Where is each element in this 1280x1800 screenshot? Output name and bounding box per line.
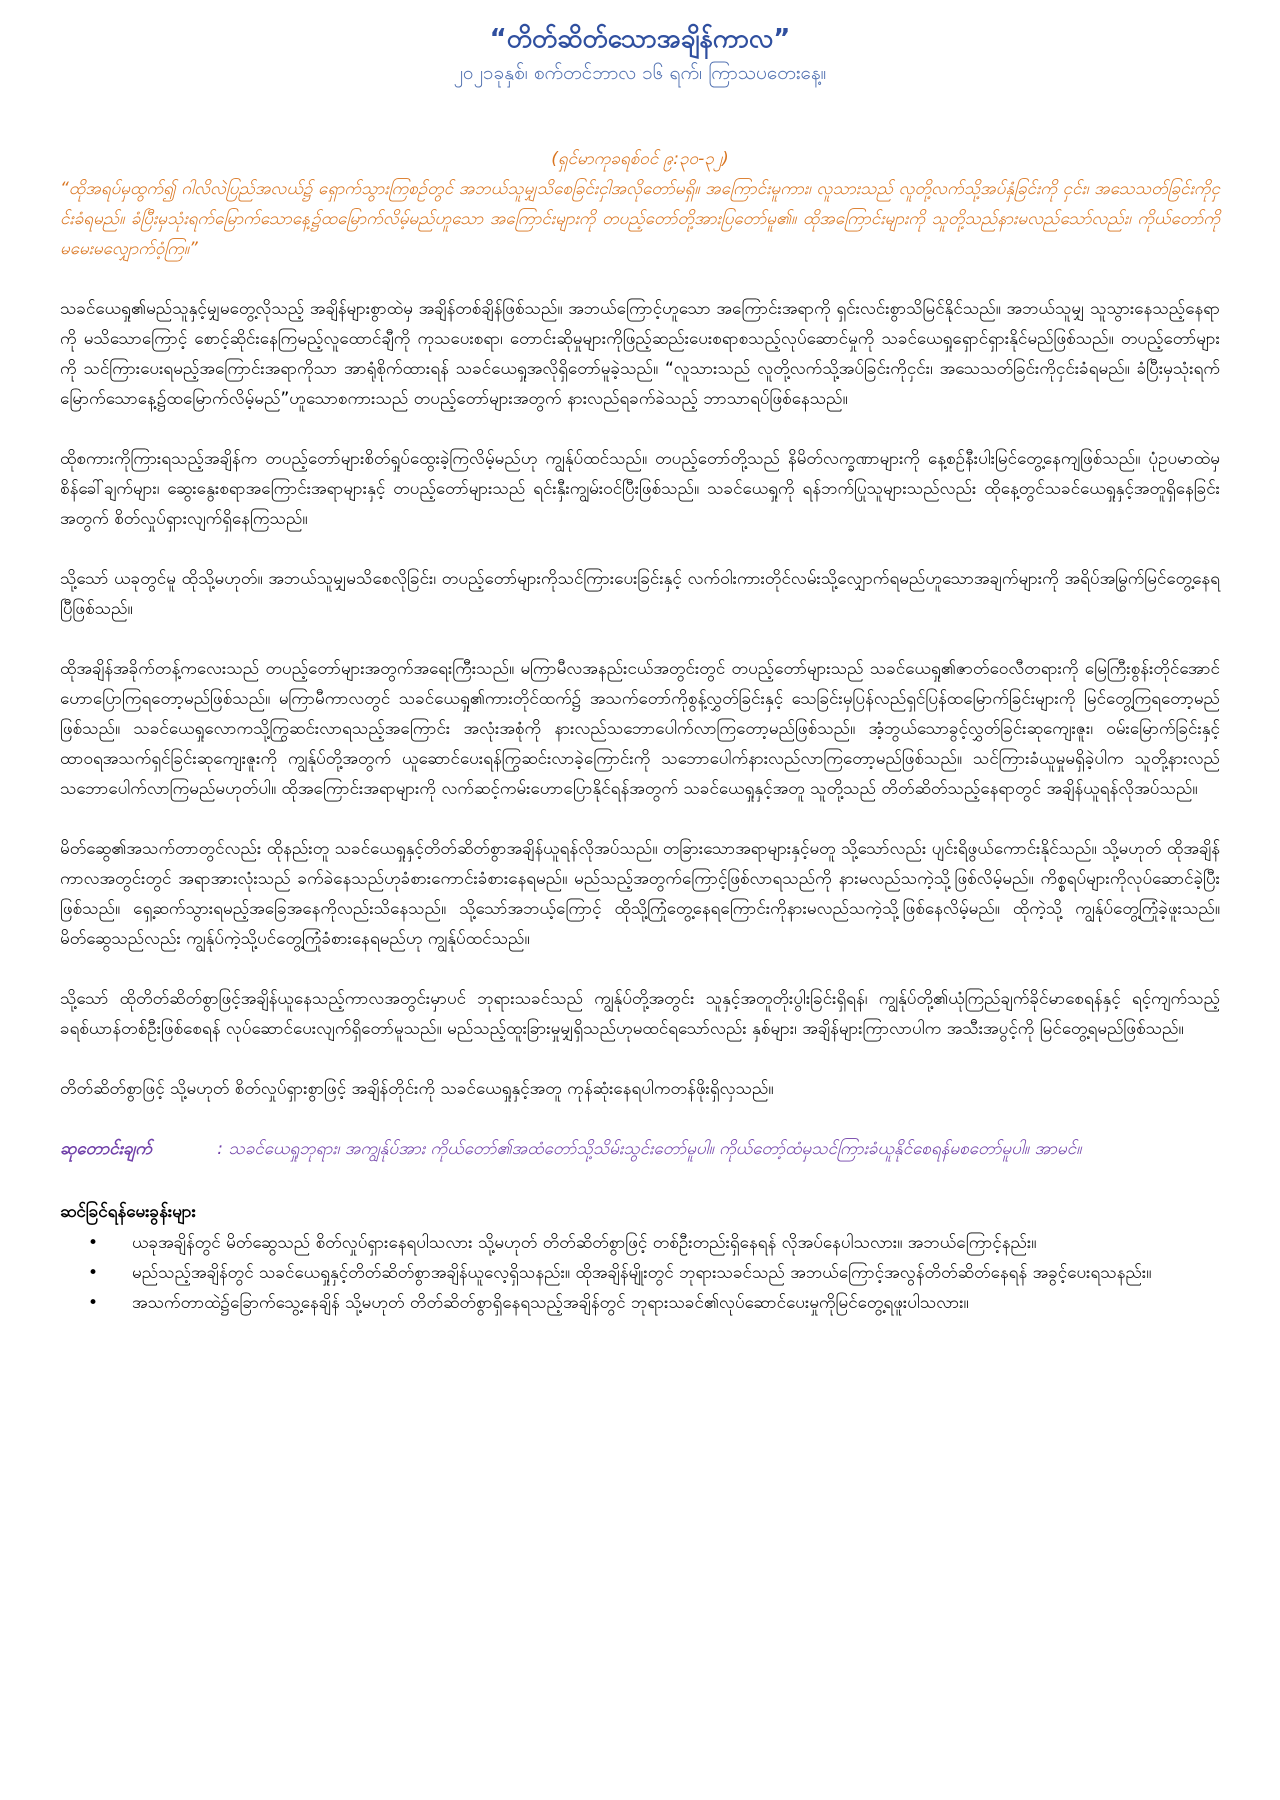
list-item: [88, 1258, 1220, 1288]
body-paragraph-5: မိတ်ဆွေ၏အသက်တာတွင်လည်း ထိုနည်းတူ သခင်ယေရှုနှင့်တိတ်ဆိတ်စွာအချိန်ယူရန်လိုအပ်သည်။ တခြားသောအရာများနှင့်မတူ သို့သော်လည်း ပျင်းရိဖွယ်ကောင်းနိုင်သည်။ သို့မဟုတ် ထိုအချိန်ကာလအတွင်းတွင် အရာအားလုံးသည် ခက်ခဲနေသည်ဟုခံစားကောင်းခံစားနေရမည်။ မည်သည့်အတွက်ကြောင့်ဖြစ်လာရသည်ကို နားမလည်သကဲ့သို့ဖြစ်လိမ့်မည်။ ကိစ္စရပ်များကိုလုပ်ဆောင်ခဲ့ပြီးဖြစ်သည်။ ရှေ့ဆက်သွားရမည့်အခြေအနေကိုလည်းသိနေသည်။ သို့သော်အဘယ့်ကြောင့် ထိုသို့ကြုံတွေ့နေရကြောင်းကိုနားမလည်သကဲ့သို့ဖြစ်နေလိမ့်မည်။ ထိုကဲ့သို့ ကျွန်ုပ်တွေ့ကြုံခဲ့ဖူးသည်။ မိတ်ဆွေသည်လည်း ကျွန်ုပ်ကဲ့သို့ပင်တွေ့ကြုံခံစားနေရမည်ဟု ကျွန်ုပ်ထင်သည်။: [60, 839, 1220, 949]
page-title: “တိတ်ဆိတ်သောအချိန်ကာလ”: [489, 24, 791, 54]
prayer-block: [60, 1134, 1220, 1164]
scripture-verse: “ထိုအရပ်မှထွက်၍ ဂါလိလဲပြည်အလယ်၌ ရှောက်သွားကြစဉ်တွင် အဘယ်သူမျှသိစေခြင်းငှါအလိုတော်မရှိ။ အကြောင်းမူကား၊ လူသားသည် လူတို့လက်သို့အပ်နှံခြင်းကို ငှင်း၊ အသေသတ်ခြင်းကိုငှင်းခံရမည်။ ခံပြီးမှသုံးရက်မြောက်သောနေ့၌ထမြောက်လိမ့်မည်ဟူသော အကြောင်းများကို တပည့်တော်တို့အားပြတော်မူ၏။ ထိုအကြောင်းများကို သူတို့သည်နားမလည်သော်လည်း၊ ကိုယ်တော်ကိုမမေးမလျှောက်ဝံ့ကြ။”: [60, 179, 1220, 259]
body-paragraph-2: ထိုစကားကိုကြားရသည့်အချိန်က တပည့်တော်များစိတ်ရှုပ်ထွေးခဲ့ကြလိမ့်မည်ဟု ကျွန်ုပ်ထင်သည်။ တပည့်တော်တို့သည် နိမိတ်လက္ခဏာများကို နေ့စဉ်နီးပါးမြင်တွေ့နေကျဖြစ်သည်။ ပုံဥပမာထဲမှ စိန်ခေါ်ချက်များ၊ ဆွေးနွေးစရာအကြောင်းအရာများနှင့် တပည့်တော်များသည် ရင်းနှီးကျွမ်းဝင်ပြီးဖြစ်သည်။ သခင်ယေရှုကို ရန်ဘက်ပြုသူများသည်လည်း ထိုနေ့တွင်သခင်ယေရှုနှင့်အတူရှိနေခြင်းအတွက် စိတ်လှုပ်ရှားလျက်ရှိနေကြသည်။: [60, 449, 1220, 529]
body-paragraph-1: သခင်ယေရှု၏မည်သူနှင့်မျှမတွေ့လိုသည့် အချိန်များစွာထဲမှ အချိန်တစ်ချိန်ဖြစ်သည်။ အဘယ်ကြောင့်ဟူသော အကြောင်းအရာကို ရှင်းလင်းစွာသိမြင်နိုင်သည်။ အဘယ်သူမျှ သူသွားနေသည့်နေရာကို မသိသောကြောင့် စောင့်ဆိုင်းနေကြမည့်လူထောင်ချီကို ကုသပေးစရာ၊ တောင်းဆိုမှုများကိုဖြည့်ဆည်းပေးစရာစသည့်လုပ်ဆောင်မှုကို သခင်ယေရှုရှောင်ရှားနိုင်မည်ဖြစ်သည်။ တပည့်တော်များကို သင်ကြားပေးရမည့်အကြောင်းအရာကိုသာ အာရုံစိုက်ထားရန် သခင်ယေရှုအလိုရှိတော်မူခဲ့သည်။ “လူသားသည် လူတို့လက်သို့အပ်ခြင်းကိုငှင်း၊ အသေသတ်ခြင်းကိုငှင်းခံရမည်။ ခံပြီးမှသုံးရက်မြောက်သောနေ့၌ထမြောက်လိမ့်မည်”ဟူသောစကားသည် တပည့်တော်များအတွက် နားလည်ရခက်ခဲသည့် ဘာသာရပ်ဖြစ်နေသည်။: [60, 299, 1220, 409]
scripture-reference: (ရှင်မာကုခရစ်ဝင် ၉:၃၀-၃၂): [551, 149, 729, 169]
bullet-icon: •: [88, 1293, 99, 1313]
page-date: ၂၀၂၁ခုနှစ်၊ စက်တင်ဘာလ ၁၆ ရက်၊ ကြာသပတေးနေ့။: [453, 62, 827, 84]
question-text: ယခုအချိန်တွင် မိတ်ဆွေသည် စိတ်လှုပ်ရှားနေရပါသလား သို့မဟုတ် တိတ်ဆိတ်စွာဖြင့် တစ်ဦးတည်းရှိနေရန် လိုအပ်နေပါသလား။ အဘယ်ကြောင့်နည်း။: [132, 1233, 1037, 1253]
questions-list: [60, 1228, 1220, 1318]
bullet-icon: •: [88, 1263, 99, 1283]
body-paragraph-6: သို့သော် ထိုတိတ်ဆိတ်စွာဖြင့်အချိန်ယူနေသည့်ကာလအတွင်းမှာပင် ဘုရားသခင်သည် ကျွန်ုပ်တို့အတွင်း သူနှင့်အတူတိုးပွါးခြင်းရှိရန်၊ ကျွန်ုပ်တို့၏ယုံကြည်ချက်ခိုင်မာစေရန်နှင့် ရင့်ကျက်သည့်ခရစ်ယာန်တစ်ဦးဖြစ်စေရန် လုပ်ဆောင်ပေးလျက်ရှိတော်မူသည်။ မည်သည့်ထူးခြားမှုမျှရှိသည်ဟုမထင်ရသော်လည်း နှစ်များ၊ အချိန်များကြာလာပါက အသီးအပွင့်ကို မြင်တွေ့ရမည်ဖြစ်သည်။: [60, 989, 1220, 1039]
questions-heading: ဆင်ခြင်ရန်မေးခွန်းများ: [60, 1202, 196, 1222]
prayer-text: : သခင်ယေရှုဘုရား၊ အကျွန်ုပ်အား ကိုယ်တော်၏အထံတော်သို့သိမ်းသွင်းတော်မူပါ။ ကိုယ်တော့်ထံမှသင်ကြားခံယူနိုင်စေရန်မစတော်မူပါ။ အာမင်။: [217, 1139, 1082, 1159]
question-text: မည်သည့်အချိန်တွင် သခင်ယေရှုနှင့်တိတ်ဆိတ်စွာအချိန်ယူလေ့ရှိသနည်း။ ထိုအချိန်မျိုးတွင် ဘုရားသခင်သည် အဘယ်ကြောင့်အလွန်တိတ်ဆိတ်နေရန် အခွင့်ပေးရသနည်း။: [132, 1263, 1152, 1283]
body-paragraph-4: ထိုအချိန်အခိုက်တန့်ကလေးသည် တပည့်တော်များအတွက်အရေးကြီးသည်။ မကြာမီလအနည်းငယ်အတွင်းတွင် တပည့်တော်များသည် သခင်ယေရှု၏ဇာတ်ဝေလီတရားကို မြေကြီးစွန်းတိုင်အောင်ဟောပြောကြရတော့မည်ဖြစ်သည်။ မကြာမီကာလတွင် သခင်ယေရှု၏ကားတိုင်ထက်၌ အသက်တော်ကိုစွန့်လွှတ်ခြင်းနှင့် သေခြင်းမှပြန်လည်ရှင်ပြန်ထမြောက်ခြင်းများကို မြင်တွေ့ကြရတော့မည်ဖြစ်သည်။ သခင်ယေရှုလောကသို့ကြွဆင်းလာရသည့်အကြောင်း အလုံးအစုံကို နားလည်သဘောပေါက်လာကြတော့မည်ဖြစ်သည်။ အံ့ဘွယ်သောခွင့်လွှတ်ခြင်းဆုကျေးဇူး၊ ဝမ်းမြောက်ခြင်းနှင့် ထာဝရအသက်ရှင်ခြင်းဆုကျေးဇူးကို ကျွန်ုပ်တို့အတွက် ယူဆောင်ပေးရန်ကြွဆင်းလာခဲ့ကြောင်းကို သဘောပေါက်နားလည်လာကြတော့မည်ဖြစ်သည်။ သင်ကြားခံယူမှုမရှိခဲ့ပါက သူတို့နားလည်သဘောပေါက်လာကြမည်မဟုတ်ပါ။ ထိုအကြောင်းအရာများကို လက်ဆင့်ကမ်းဟောပြောနိုင်ရန်အတွက် သခင်ယေရှုနှင့်အတူ သူတို့သည် တိတ်ဆိတ်သည့်နေရာတွင် အချိန်ယူရန်လိုအပ်သည်။: [60, 659, 1220, 799]
question-text: အသက်တာထဲ၌ခြောက်သွေ့နေချိန် သို့မဟုတ် တိတ်ဆိတ်စွာရှိနေရသည့်အချိန်တွင် ဘုရားသခင်၏လုပ်ဆောင်ပေးမှုကိုမြင်တွေ့ရဖူးပါသလား။: [132, 1293, 969, 1313]
list-item: [88, 1288, 1220, 1318]
scripture-block: [60, 144, 1220, 264]
body-paragraph-7: တိတ်ဆိတ်စွာဖြင့် သို့မဟုတ် စိတ်လှုပ်ရှားစွာဖြင့် အချိန်တိုင်းကို သခင်ယေရှုနှင့်အတူ ကုန်ဆုံးနေရပါကတန်ဖိုးရှိလှသည်။: [60, 1079, 774, 1099]
bullet-icon: •: [88, 1233, 99, 1253]
list-item: [88, 1228, 1220, 1258]
body-paragraph-3: သို့သော် ယခုတွင်မူ ထိုသို့မဟုတ်။ အဘယ်သူမျှမသိစေလိုခြင်း၊ တပည့်တော်များကိုသင်ကြားပေးခြင်းနှင့် လက်ဝါးကားတိုင်လမ်းသို့လျှောက်ရမည်ဟူသောအချက်များကို အရိပ်အမြွက်မြင်တွေ့နေရပြီဖြစ်သည်။: [60, 569, 1220, 619]
prayer-label: ဆုတောင်းချက်: [60, 1139, 152, 1159]
